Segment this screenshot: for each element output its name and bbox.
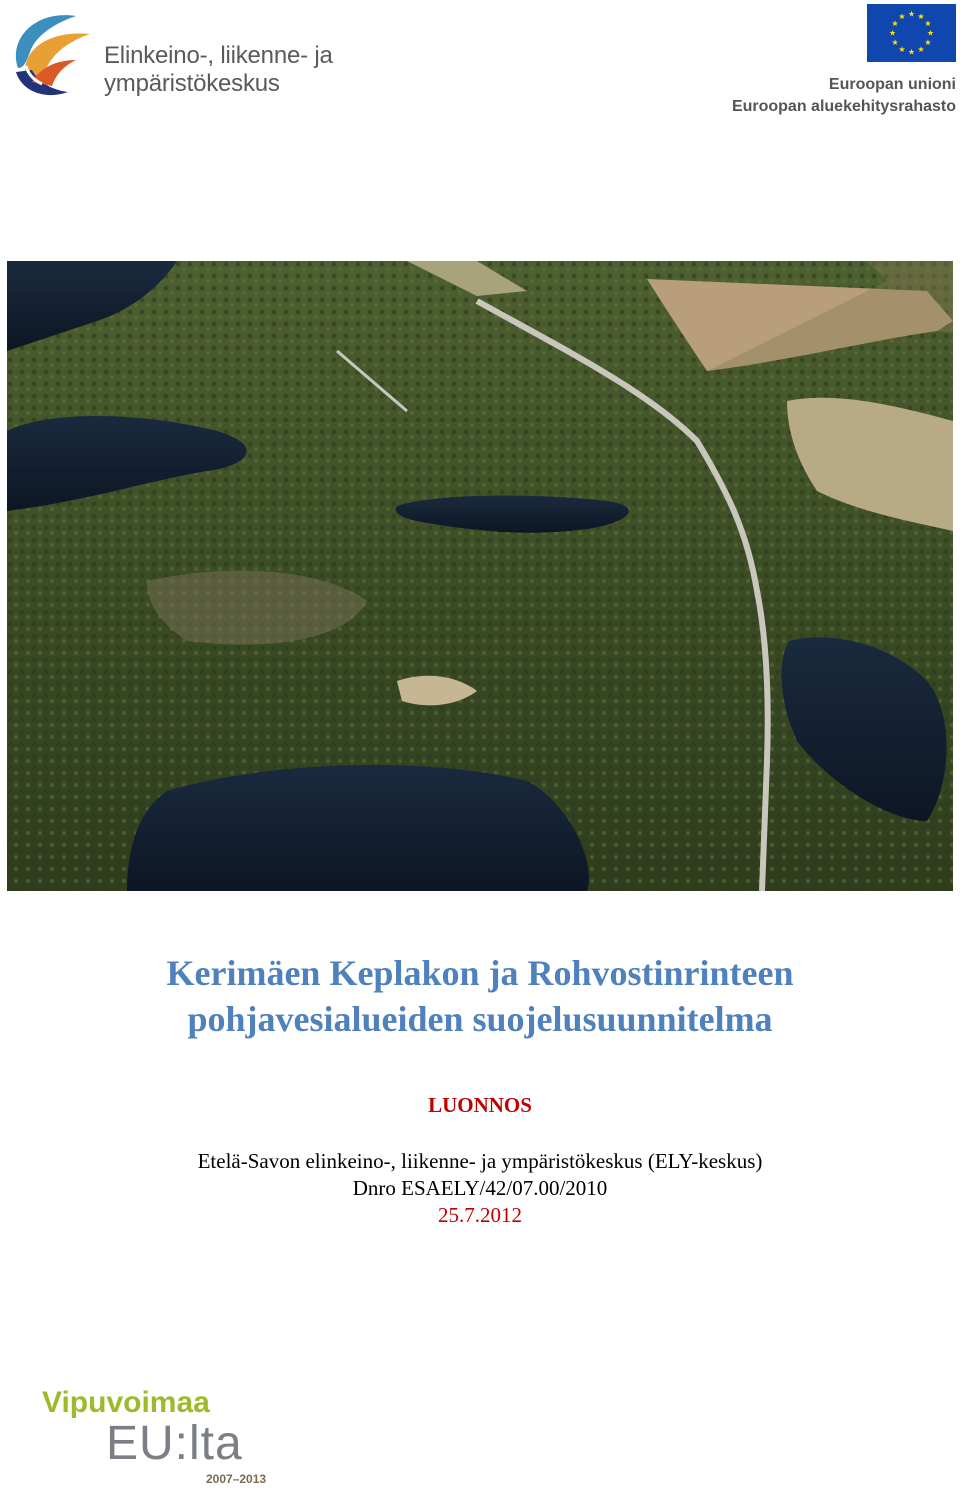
document-title [0, 950, 960, 1042]
eu-logo-line1: Euroopan unioni [828, 76, 956, 93]
title-line1: Kerimäen Keplakon ja Rohvostinrinteen [166, 953, 794, 993]
eu-logo-line2: Euroopan aluekehitysrahasto [731, 98, 956, 115]
ely-logo [6, 8, 346, 104]
draft-label: LUONNOS [428, 1093, 532, 1117]
vipuvoimaa-line1: Vipuvoimaa [42, 1386, 210, 1419]
dnro-reference: Dnro ESAELY/42/07.00/2010 [352, 1176, 608, 1200]
cover-photo [7, 261, 953, 891]
ely-logo-line1: Elinkeino-, liikenne- ja [104, 42, 333, 69]
eu-flag-icon [867, 4, 956, 62]
document-meta [0, 1148, 960, 1229]
ely-logo-line2: ympäristökeskus [104, 70, 280, 97]
ely-logo-text [104, 42, 333, 98]
title-line2: pohjavesialueiden suojelusuunnitelma [187, 999, 773, 1039]
eu-logo-text [732, 74, 956, 118]
document-date: 25.7.2012 [438, 1203, 522, 1227]
vipuvoimaa-line2: EU:lta [106, 1417, 243, 1470]
vipuvoimaa-logo [42, 1386, 282, 1490]
organization-name: Etelä-Savon elinkeino-, liikenne- ja ympäristökeskus (ELY-keskus) [197, 1149, 763, 1173]
aerial-landscape-photo-icon [7, 261, 953, 891]
ely-leaf-icon [6, 8, 92, 100]
vipuvoimaa-years: 2007–2013 [206, 1472, 267, 1486]
